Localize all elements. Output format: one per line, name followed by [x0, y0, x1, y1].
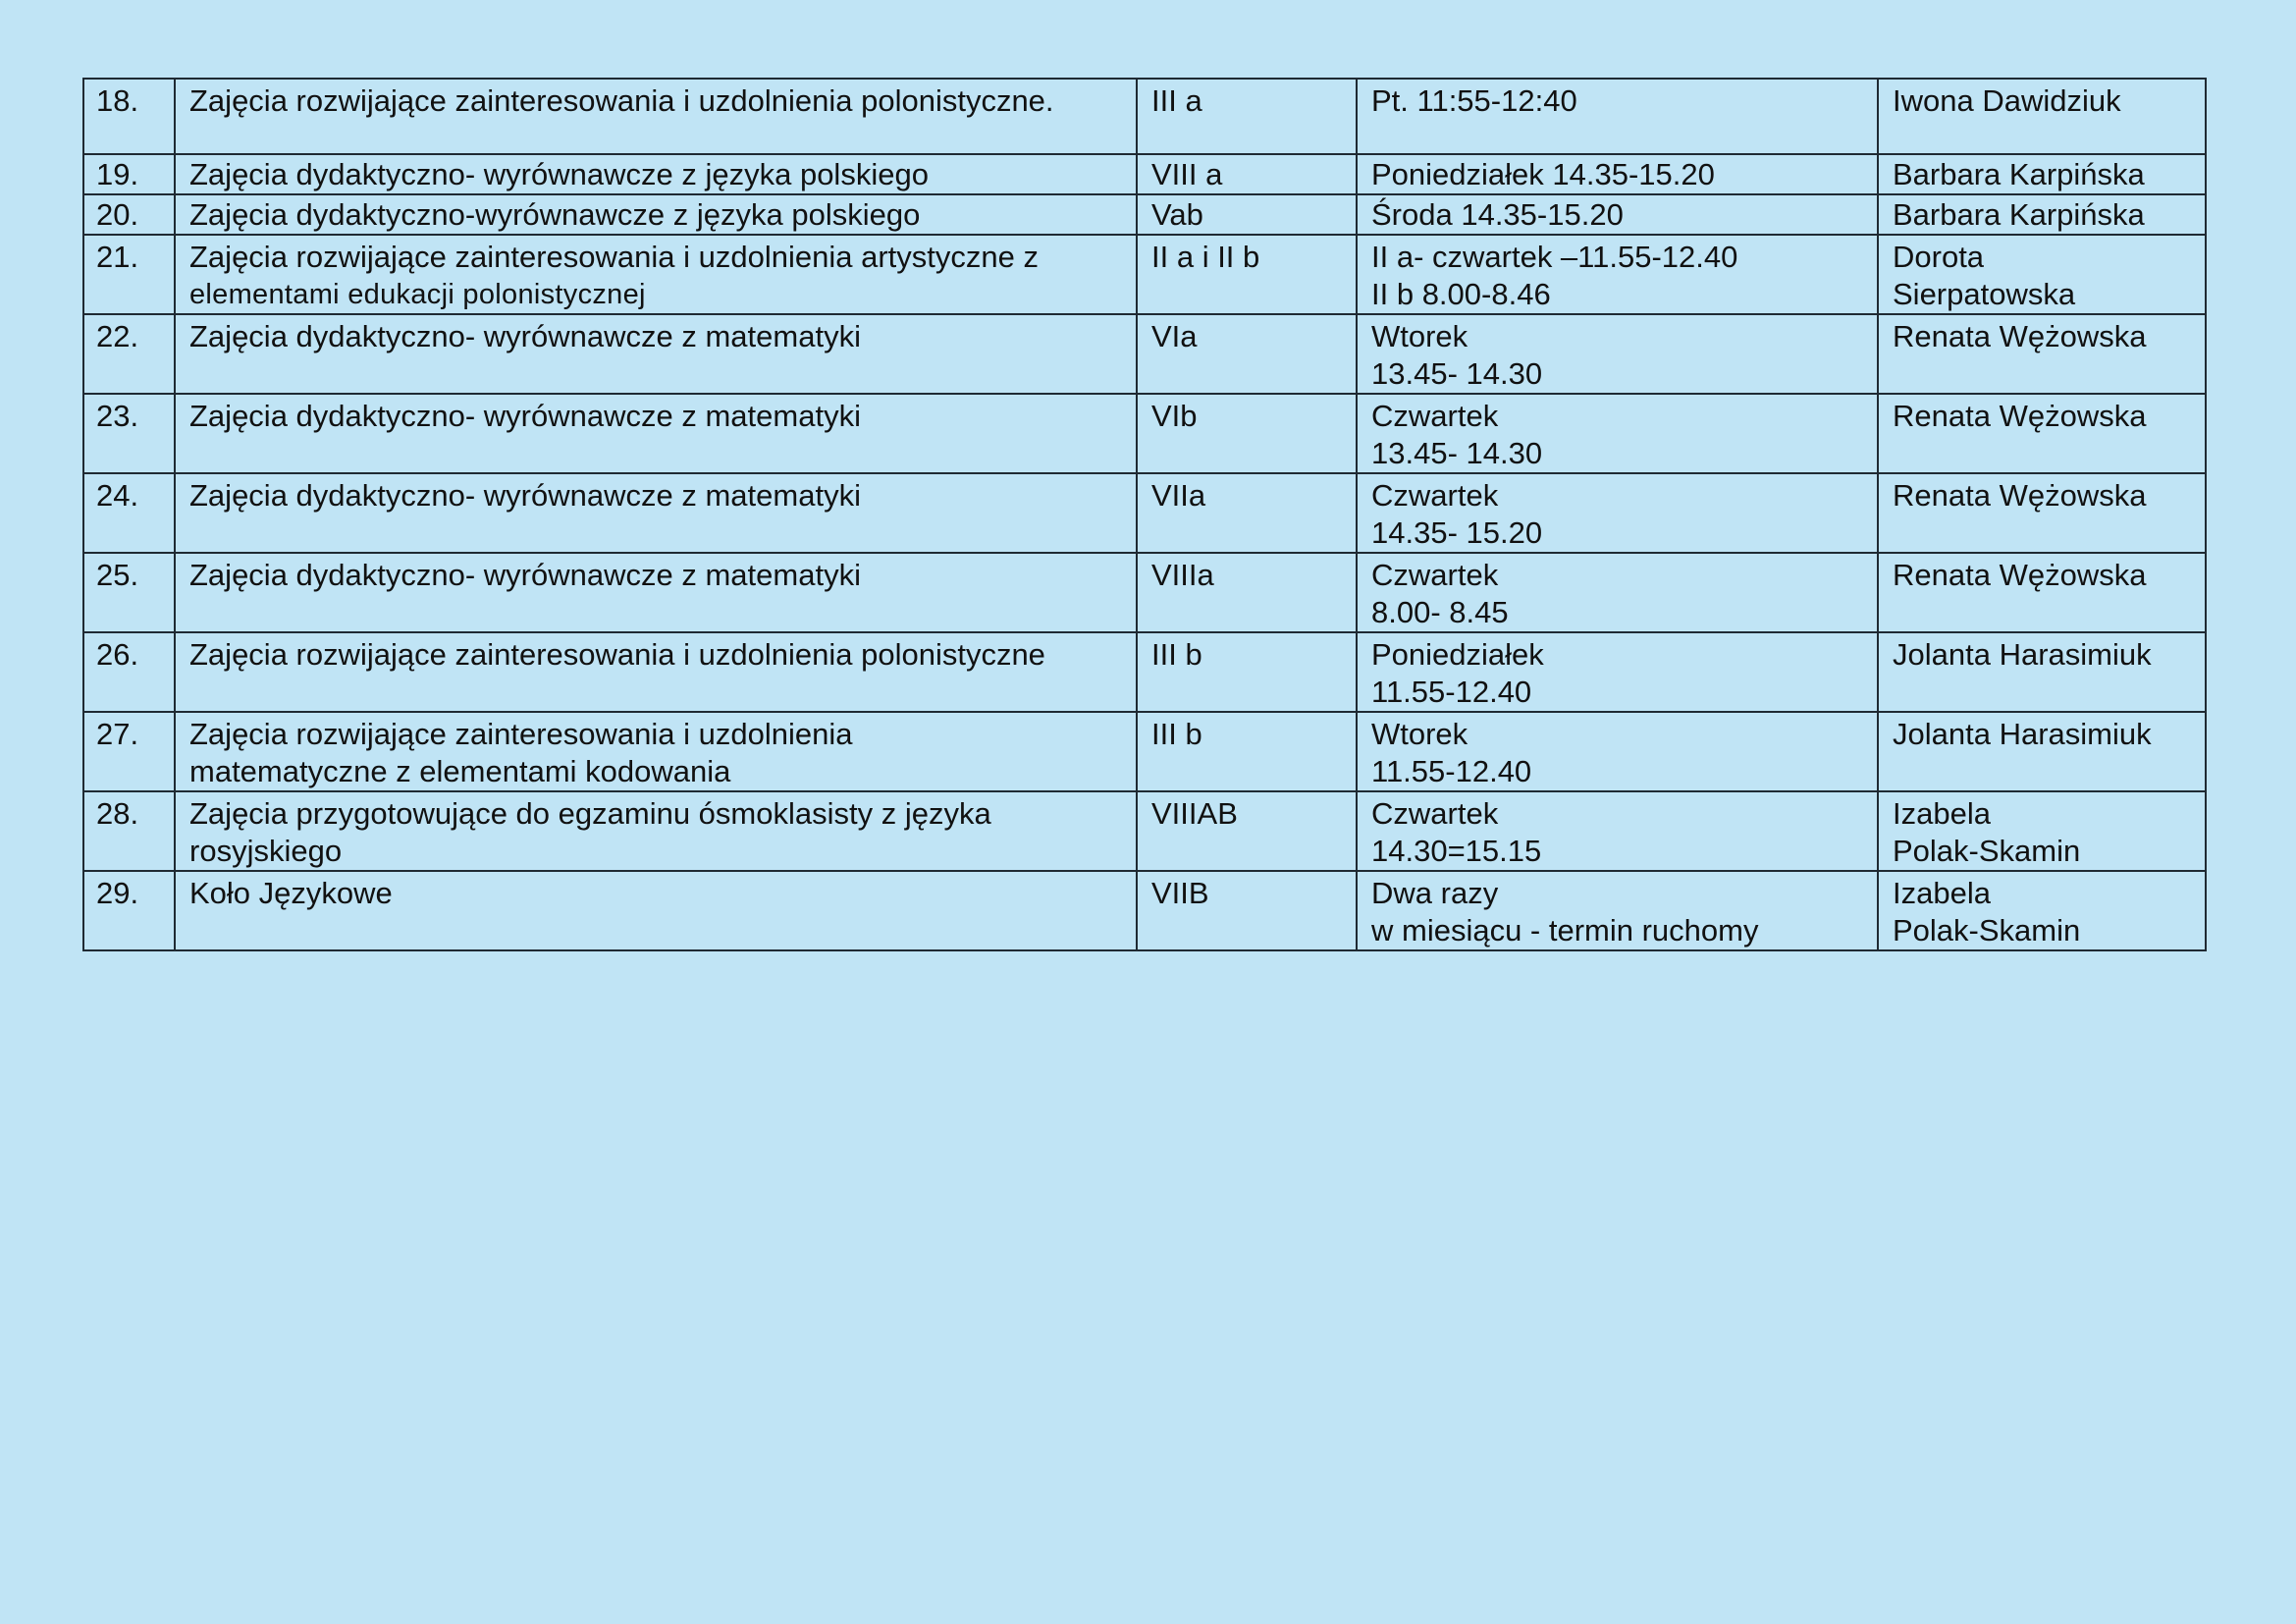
class-group: III a [1137, 79, 1357, 154]
teacher-name: Izabela Polak-Skamin [1878, 871, 2206, 950]
activity-name: Zajęcia dydaktyczno-wyrównawcze z języka polskiego [175, 194, 1137, 235]
class-group: VIII a [1137, 154, 1357, 194]
schedule-time: Poniedziałek 11.55-12.40 [1357, 632, 1878, 712]
teacher-name: Dorota Sierpatowska [1878, 235, 2206, 314]
activities-table [82, 78, 2207, 951]
table-row [83, 235, 2206, 314]
table-row [83, 632, 2206, 712]
activity-name: Zajęcia rozwijające zainteresowania i uzdolnienia polonistyczne [175, 632, 1137, 712]
teacher-name: Izabela Polak-Skamin [1878, 791, 2206, 871]
schedule-time: Czwartek 13.45- 14.30 [1357, 394, 1878, 473]
row-number: 23. [83, 394, 175, 473]
document-page [82, 78, 2205, 951]
row-number: 25. [83, 553, 175, 632]
activity-name: Zajęcia rozwijające zainteresowania i uzdolnienia artystyczne z elementami edukacji polonistycznej [175, 235, 1137, 314]
row-number: 20. [83, 194, 175, 235]
table-row [83, 712, 2206, 791]
activity-name: Zajęcia rozwijające zainteresowania i uzdolnienia matematyczne z elementami kodowania [175, 712, 1137, 791]
schedule-time: Dwa razy w miesiącu - termin ruchomy [1357, 871, 1878, 950]
class-group: III b [1137, 712, 1357, 791]
row-number: 28. [83, 791, 175, 871]
table-row [83, 314, 2206, 394]
activity-name: Zajęcia dydaktyczno- wyrównawcze z matematyki [175, 394, 1137, 473]
table-row [83, 194, 2206, 235]
activity-name: Zajęcia rozwijające zainteresowania i uzdolnienia polonistyczne. [175, 79, 1137, 154]
class-group: VIb [1137, 394, 1357, 473]
table-row [83, 553, 2206, 632]
teacher-name: Renata Wężowska [1878, 473, 2206, 553]
table-row [83, 473, 2206, 553]
activity-name: Koło Językowe [175, 871, 1137, 950]
teacher-name: Renata Wężowska [1878, 394, 2206, 473]
activity-name: Zajęcia dydaktyczno- wyrównawcze z matematyki [175, 553, 1137, 632]
row-number: 27. [83, 712, 175, 791]
teacher-name: Renata Wężowska [1878, 314, 2206, 394]
schedule-time: Czwartek 8.00- 8.45 [1357, 553, 1878, 632]
teacher-name: Barbara Karpińska [1878, 154, 2206, 194]
teacher-name: Barbara Karpińska [1878, 194, 2206, 235]
row-number: 26. [83, 632, 175, 712]
schedule-time: Poniedziałek 14.35-15.20 [1357, 154, 1878, 194]
schedule-time: Pt. 11:55-12:40 [1357, 79, 1878, 154]
row-number: 22. [83, 314, 175, 394]
teacher-name: Renata Wężowska [1878, 553, 2206, 632]
class-group: VIIa [1137, 473, 1357, 553]
table-row [83, 791, 2206, 871]
activity-name: Zajęcia przygotowujące do egzaminu ósmoklasisty z języka rosyjskiego [175, 791, 1137, 871]
teacher-name: Jolanta Harasimiuk [1878, 712, 2206, 791]
class-group: VIIIAB [1137, 791, 1357, 871]
class-group: VIa [1137, 314, 1357, 394]
row-number: 29. [83, 871, 175, 950]
activity-name: Zajęcia dydaktyczno- wyrównawcze z matematyki [175, 314, 1137, 394]
table-row [83, 79, 2206, 154]
schedule-time: II a- czwartek –11.55-12.40 II b 8.00-8.46 [1357, 235, 1878, 314]
class-group: VIIB [1137, 871, 1357, 950]
class-group: Vab [1137, 194, 1357, 235]
table-row [83, 154, 2206, 194]
table-row [83, 394, 2206, 473]
class-group: II a i II b [1137, 235, 1357, 314]
row-number: 18. [83, 79, 175, 154]
row-number: 19. [83, 154, 175, 194]
row-number: 24. [83, 473, 175, 553]
schedule-time: Wtorek 11.55-12.40 [1357, 712, 1878, 791]
row-number: 21. [83, 235, 175, 314]
schedule-time: Wtorek 13.45- 14.30 [1357, 314, 1878, 394]
teacher-name: Jolanta Harasimiuk [1878, 632, 2206, 712]
class-group: VIIIa [1137, 553, 1357, 632]
table-row [83, 871, 2206, 950]
class-group: III b [1137, 632, 1357, 712]
activity-name: Zajęcia dydaktyczno- wyrównawcze z matematyki [175, 473, 1137, 553]
schedule-time: Czwartek 14.35- 15.20 [1357, 473, 1878, 553]
schedule-time: Środa 14.35-15.20 [1357, 194, 1878, 235]
teacher-name: Iwona Dawidziuk [1878, 79, 2206, 154]
schedule-time: Czwartek 14.30=15.15 [1357, 791, 1878, 871]
activity-name: Zajęcia dydaktyczno- wyrównawcze z języka polskiego [175, 154, 1137, 194]
